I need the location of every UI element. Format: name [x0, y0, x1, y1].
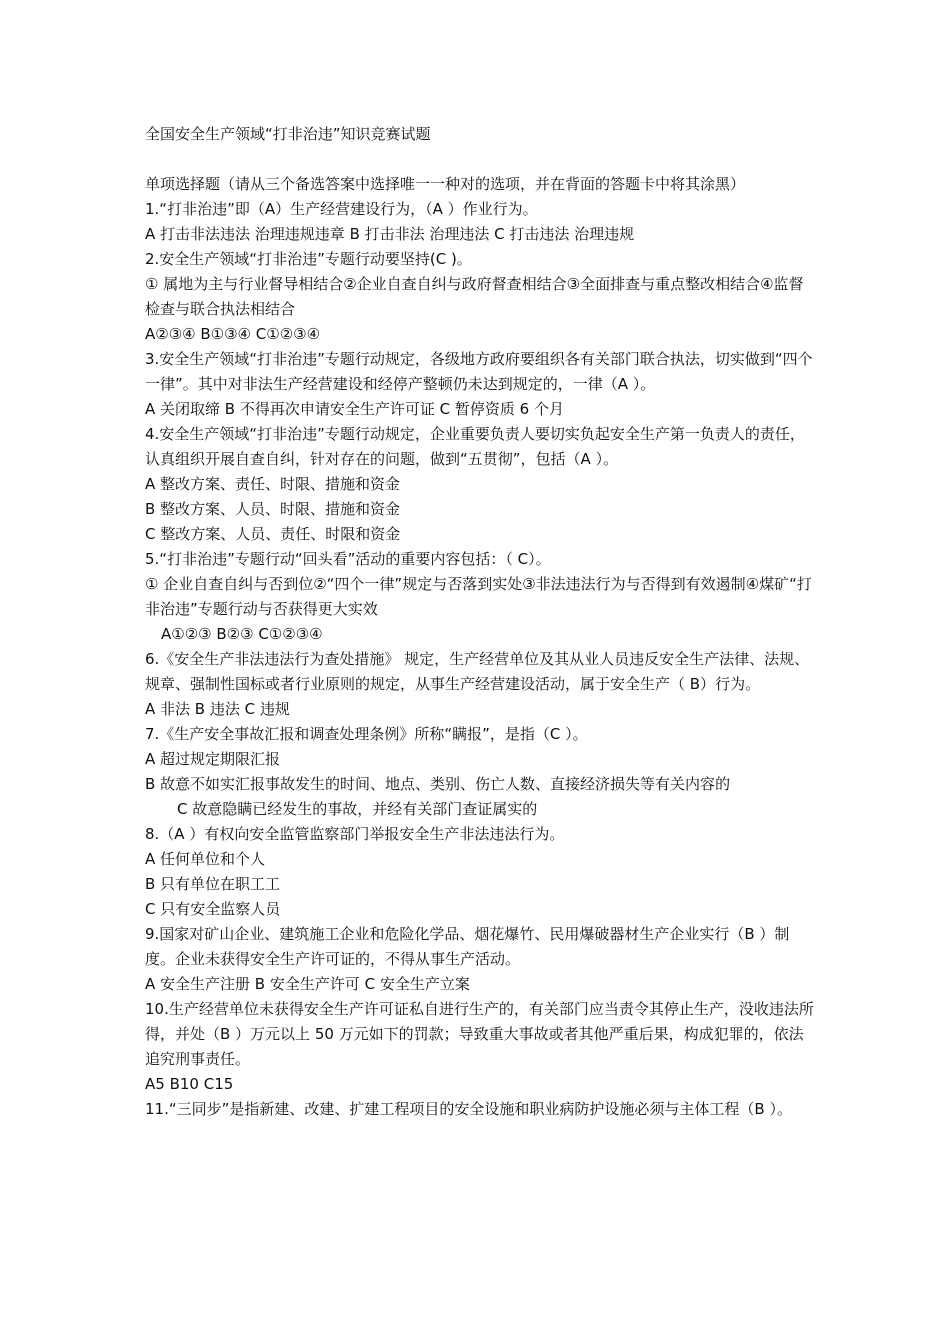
question-7: 7.《生产安全事故汇报和调查处理条例》所称“瞒报”，是指（C ）。 [145, 725, 588, 743]
question-10-options: A5 B10 C15 [145, 1075, 234, 1093]
question-7-option-b: B 故意不如实汇报事故发生的时间、地点、类别、伤亡人数、直接经济损失等有关内容的 [145, 775, 731, 793]
question-6: 6.《安全生产非法违法行为查处措施》 规定，生产经营单位及其从业人员违反安全生产法律、法规、规章、强制性国标或者行业原则的规定，从事生产经营建设活动，属于安全生产（ B）行为。 [145, 650, 810, 693]
question-5-options: A①②③ B②③ C①②③④ [161, 625, 323, 643]
question-4: 4.安全生产领域“打非治违”专题行动规定，企业重要负责人要切实负起安全生产第一负责人的责任，认真组织开展自查自纠，针对存在的问题，做到“五贯彻”，包括（A ）。 [145, 425, 805, 468]
question-6-options: A 非法 B 违法 C 违规 [145, 700, 290, 718]
question-8-option-b: B 只有单位在职工工 [145, 875, 281, 893]
question-1-options: A 打击非法违法 治理违规违章 B 打击非法 治理违法 C 打击违法 治理违规 [145, 225, 635, 243]
question-3: 3.安全生产领域“打非治违”专题行动规定，各级地方政府要组织各有关部门联合执法，切实做到“四个一律”。其中对非法生产经营建设和经停产整顿仍未达到规定的，一律（A ）。 [145, 350, 813, 393]
question-4-option-a: A 整改方案、责任、时限、措施和资金 [145, 475, 401, 493]
question-2-statements: ① 属地为主与行业督导相结合②企业自查自纠与政府督查相结合③全面排查与重点整改相结合④监督检查与联合执法相结合 [145, 275, 804, 318]
question-3-options: A 关闭取缔 B 不得再次申请安全生产许可证 C 暂停资质 6 个月 [145, 400, 564, 418]
question-8-option-c: C 只有安全监察人员 [145, 900, 281, 918]
question-10: 10.生产经营单位未获得安全生产许可证私自进行生产的，有关部门应当责令其停止生产，没收违法所得，并处（B ）万元以上 50 万元如下的罚款；导致重大事故或者其他严重后果，构成犯罪的，依法追究刑事责任。 [145, 1000, 814, 1068]
question-4-option-b: B 整改方案、人员、时限、措施和资金 [145, 500, 401, 518]
question-9-options: A 安全生产注册 B 安全生产许可 C 安全生产立案 [145, 975, 470, 993]
question-7-option-a: A 超过规定期限汇报 [145, 750, 281, 768]
question-9: 9.国家对矿山企业、建筑施工企业和危险化学品、烟花爆竹、民用爆破器材生产企业实行（B ）制度。企业未获得安全生产许可证的，不得从事生产活动。 [145, 925, 790, 968]
section-instruction: 单项选择题（请从三个备选答案中选择唯一一种对的选项，并在背面的答题卡中将其涂黑） [145, 175, 746, 193]
question-8-option-a: A 任何单位和个人 [145, 850, 266, 868]
question-2-options: A②③④ B①③④ C①②③④ [145, 325, 321, 343]
question-7-option-c: C 故意隐瞒已经发生的事故，并经有关部门查证属实的 [177, 800, 538, 818]
question-1: 1.“打非治违”即（A）生产经营建设行为，（A ）作业行为。 [145, 200, 538, 218]
question-5-statements: ① 企业自查自纠与否到位②“四个一律”规定与否落到实处③非法违法行为与否得到有效遏制④煤矿“打非治违”专题行动与否获得更大实效 [145, 575, 812, 618]
question-11: 11.“三同步”是指新建、改建、扩建工程项目的安全设施和职业病防护设施必须与主体工程（B ）。 [145, 1100, 792, 1118]
question-8: 8.（A ）有权向安全监管监察部门举报安全生产非法违法行为。 [145, 825, 565, 843]
document-page [145, 122, 815, 1122]
question-4-option-c: C 整改方案、人员、责任、时限和资金 [145, 525, 401, 543]
question-2: 2.安全生产领域“打非治违”专题行动要坚持(C )。 [145, 250, 472, 268]
question-5: 5.“打非治违”专题行动“回头看”活动的重要内容包括：（ C）。 [145, 550, 551, 568]
document-title: 全国安全生产领域“打非治违”知识竞赛试题 [145, 125, 431, 143]
